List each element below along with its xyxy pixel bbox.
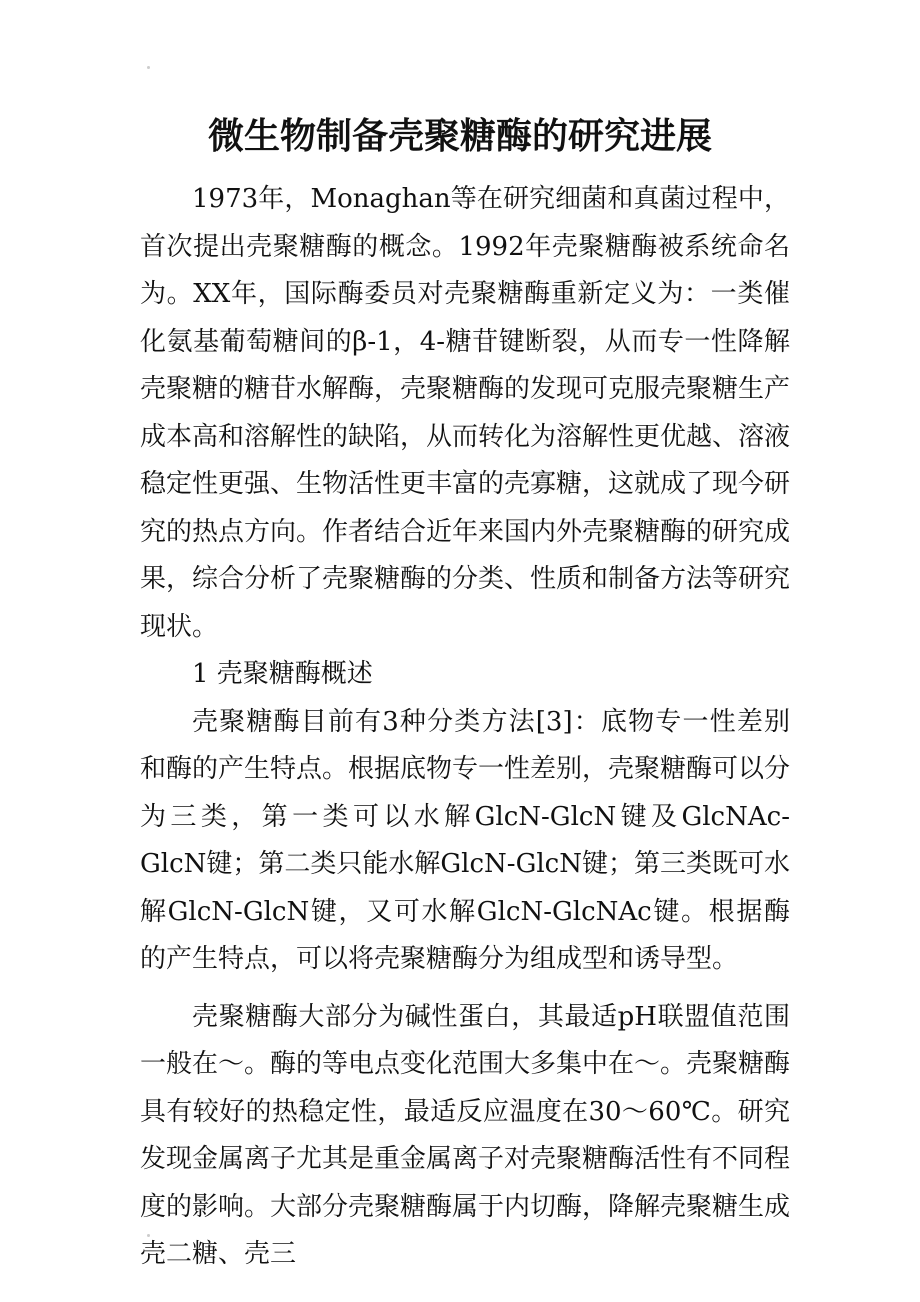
corner-mark xyxy=(147,1234,150,1237)
paragraph-intro: 1973年，Monaghan等在研究细菌和真菌过程中，首次提出壳聚糖酶的概念。1992年壳聚糖酶被系统命名为。XX年，国际酶委员对壳聚糖酶重新定义为：一类催化氨基葡萄糖间的β-1，4-糖苷键断裂，从而专一性降解壳聚糖的糖苷水解酶，壳聚糖酶的发现可克服壳聚糖生产成本高和溶解性的缺陷，从而转化为溶解性更优越、溶液稳定性更强、生物活性更丰富的壳寡糖，这就成了现今研究的热点方向。作者结合近年来国内外壳聚糖酶的研究成果，综合分析了壳聚糖酶的分类、性质和制备方法等研究现状。 xyxy=(140,184,791,642)
section-heading: 1 壳聚糖酶概述 xyxy=(192,659,373,689)
document-title: 微生物制备壳聚糖酶的研究进展 xyxy=(207,115,712,157)
paragraph-classification: 壳聚糖酶目前有3种分类方法[3]：底物专一性差别和酶的产生特点。根据底物专一性差别，壳聚糖酶可以分为三类，第一类可以水解GlcN-GlcN键及GlcNAc-GlcN键；第二类只能水解GlcN-GlcN键；第三类既可水解GlcN-GlcN键，又可水解GlcN-GlcNAc键。根据酶的产生特点，可以将壳聚糖酶分为组成型和诱导型。 xyxy=(140,706,791,974)
paragraph-properties: 壳聚糖酶大部分为碱性蛋白，其最适pH联盟值范围一般在～。酶的等电点变化范围大多集中在～。壳聚糖酶具有较好的热稳定性，最适反应温度在30～60℃。研究发现金属离子尤其是重金属离子对壳聚糖酶活性有不同程度的影响。大部分壳聚糖酶属于内切酶，降解壳聚糖生成壳二糖、壳三 xyxy=(140,1001,791,1269)
corner-mark xyxy=(147,66,150,69)
document-body xyxy=(140,176,790,1279)
